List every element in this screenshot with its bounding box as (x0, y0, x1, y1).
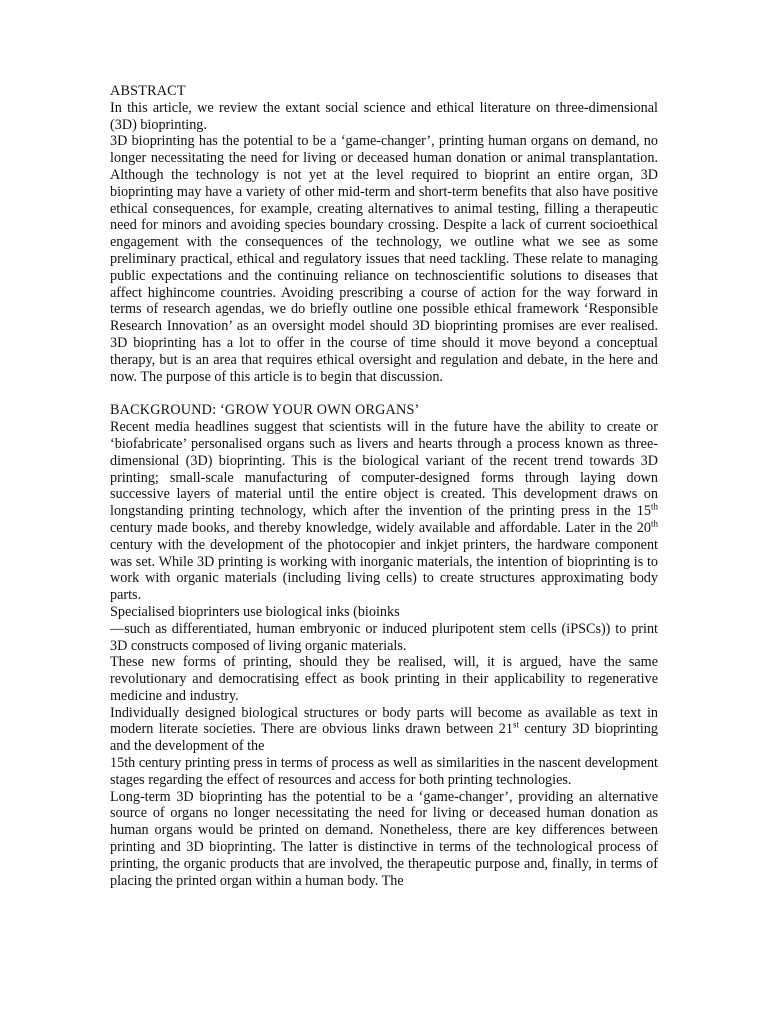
background-paragraph-2-line-2: —such as differentiated, human embryonic or induced pluripotent stem cells (iPSCs)) to print 3D constructs composed of living organic materials. (110, 620, 658, 654)
document-page (110, 83, 658, 889)
superscript: th (650, 501, 658, 512)
abstract-heading: ABSTRACT (110, 83, 186, 99)
abstract-paragraph-intro: In this article, we review the extant social science and ethical literature on three-dimensional (3D) bioprinting. (110, 99, 658, 133)
background-heading: BACKGROUND: ‘GROW YOUR OWN ORGANS’ (110, 402, 420, 419)
text-run: century made books, and thereby knowledge, widely available and affordable. Later in the 20 (110, 519, 651, 536)
superscript: th (650, 518, 658, 529)
text-run: century with the development of the photocopier and inkjet printers, the hardware component was set. While 3D printing is working with inorganic materials, the intention of bioprinting is to work with organic materials (including living cells) to create structures approximating body parts. (110, 536, 658, 604)
background-paragraph-5: 15th century printing press in terms of process as well as similarities in the nascent development stages regarding the effect of resources and access for both printing technologies. (110, 755, 658, 788)
section-spacer (110, 385, 658, 402)
background-paragraph-1 (110, 419, 658, 604)
background-paragraph-6: Long-term 3D bioprinting has the potential to be a ‘game-changer’, providing an alternative source of organs no longer necessitating the need for living or deceased human donation as human organs would be printed on demand. Nonetheless, there are key differences between printing and 3D bioprinting. The latter is distinctive in terms of the technological process of printing, the organic products that are involved, the therapeutic purpose and, finally, in terms of placing the printed organ within a human body. The (110, 788, 658, 889)
background-paragraph-2-line-1: Specialised bioprinters use biological inks (bioinks (110, 603, 400, 620)
abstract-paragraph-body: 3D bioprinting has the potential to be a ‘game-changer’, printing human organs on demand, no longer necessitating the need for living or deceased human donation or animal transplantation. Although the technology is not yet at the level required to bioprint an entire organ, 3D bioprinting may have a variety of other mid-term and short-term benefits that also have positive ethical consequences, for example, creating alternatives to animal testing, filling a therapeutic need for minors and avoiding species boundary crossing. Despite a lack of current socioethical engagement with the consequences of the technology, we outline what we see as some preliminary practical, ethical and regulatory issues that need tackling. These relate to managing public expectations and the continuing reliance on technoscientific solutions to diseases that affect highincome countries. Avoiding prescribing a course of action for the way forward in terms of research agendas, we do briefly outline one possible ethical framework ‘Responsible Research Innovation’ as an oversight model should 3D bioprinting promises are ever realised. 3D bioprinting has a lot to offer in the course of time should it move beyond a conceptual therapy, but is an area that requires ethical oversight and regulation and debate, in the here and now. The purpose of this article is to begin that discussion. (110, 133, 658, 385)
background-paragraph-3: These new forms of printing, should they be realised, will, it is argued, have the same revolutionary and democratising effect as book printing in their applicability to regenerative medicine and industry. (110, 654, 658, 704)
superscript: st (512, 719, 519, 730)
text-run: Recent media headlines suggest that scientists will in the future have the ability to create or ‘biofabricate’ personalised organs such as livers and hearts through a process known as three-dimensional (3D) bioprinting. This is the biological variant of the recent trend towards 3D printing; small-scale manufacturing of computer-designed forms through laying down successive layers of material until the entire object is created. This development draws on longstanding printing technology, which after the invention of the printing press in the 15 (110, 419, 658, 520)
text-run: Individually designed biological structures or body parts will become as available as text in modern literate societies. There are obvious links drawn between 21 (110, 704, 658, 738)
background-paragraph-4 (110, 705, 658, 755)
text-run: century 3D bioprinting and the development of the (110, 721, 658, 755)
